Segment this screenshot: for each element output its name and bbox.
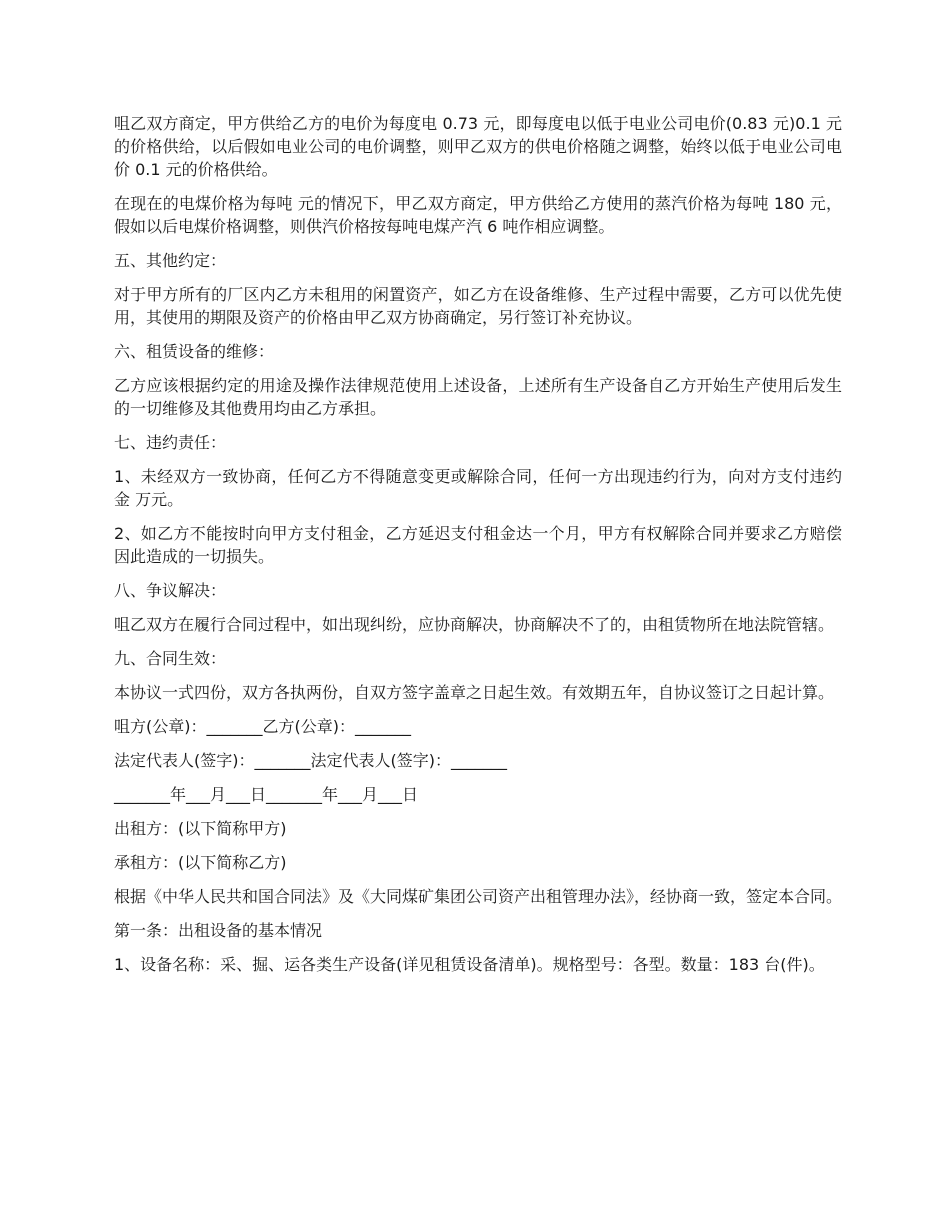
paragraph-idle-assets: 对于甲方所有的厂区内乙方未租用的闲置资产，如乙方在设备维修、生产过程中需要，乙方可以优先使用，其使用的期限及资产的价格由甲乙双方协商确定，另行签订补充协议。	[114, 285, 842, 327]
section-heading-effective: 九、合同生效：	[114, 649, 227, 668]
paragraph-effective: 本协议一式四份，双方各执两份，自双方签字盖章之日起生效。有效期五年，自协议签订之日起计算。	[114, 683, 835, 702]
paragraph-dispute: 咀乙双方在履行合同过程中，如出现纠纷，应协商解决，协商解决不了的，由租赁物所在地法院管辖。	[114, 615, 835, 634]
paragraph-maintenance: 乙方应该根据约定的用途及操作法律规范使用上述设备，上述所有生产设备自乙方开始生产使用后发生的一切维修及其他费用均由乙方承担。	[114, 376, 842, 418]
party-lessor: 出租方：(以下简称甲方)	[114, 819, 287, 838]
paragraph-steam-price: 在现在的电煤价格为每吨 元的情况下，甲乙双方商定，甲方供给乙方使用的蒸汽价格为每吨 180 元，假如以后电煤价格调整，则供汽价格按每吨电煤产汽 6 吨作相应调整。	[114, 194, 842, 236]
party-lessee: 承租方：(以下简称乙方)	[114, 853, 287, 872]
section-heading-liability: 七、违约责任：	[114, 433, 227, 452]
article-heading-1: 第一条：出租设备的基本情况	[114, 921, 323, 940]
document-page	[114, 112, 842, 987]
paragraph-equipment-list: 1、设备名称：采、掘、运各类生产设备(详见租赁设备清单)。规格型号：各型。数量：183 台(件)。	[114, 955, 825, 974]
section-heading-other-agreements: 五、其他约定：	[114, 251, 227, 270]
section-heading-dispute: 八、争议解决：	[114, 581, 227, 600]
signature-line-seals: 咀方(公章)：_______乙方(公章)：_______	[114, 717, 411, 736]
section-heading-maintenance: 六、租赁设备的维修：	[114, 342, 275, 361]
signature-line-representatives: 法定代表人(签字)：_______法定代表人(签字)：_______	[114, 751, 507, 770]
paragraph-liability-1: 1、未经双方一致协商，任何乙方不得随意变更或解除合同，任何一方出现违约行为，向对方支付违约金 万元。	[114, 467, 842, 509]
paragraph-electricity-price: 咀乙双方商定，甲方供给乙方的电价为每度电 0.73 元，即每度电以低于电业公司电价(0.83 元)0.1 元的价格供给，以后假如电业公司的电价调整，则甲乙双方的供电价格随之调整，始终以低于电业公司电价 0.1 元的价格供给。	[114, 114, 842, 179]
paragraph-basis: 根据《中华人民共和国合同法》及《大同煤矿集团公司资产出租管理办法》，经协商一致，签定本合同。	[114, 887, 843, 906]
paragraph-liability-2: 2、如乙方不能按时向甲方支付租金，乙方延迟支付租金达一个月，甲方有权解除合同并要求乙方赔偿因此造成的一切损失。	[114, 524, 842, 566]
signature-line-dates: _______年___月___日_______年___月___日	[114, 785, 419, 804]
